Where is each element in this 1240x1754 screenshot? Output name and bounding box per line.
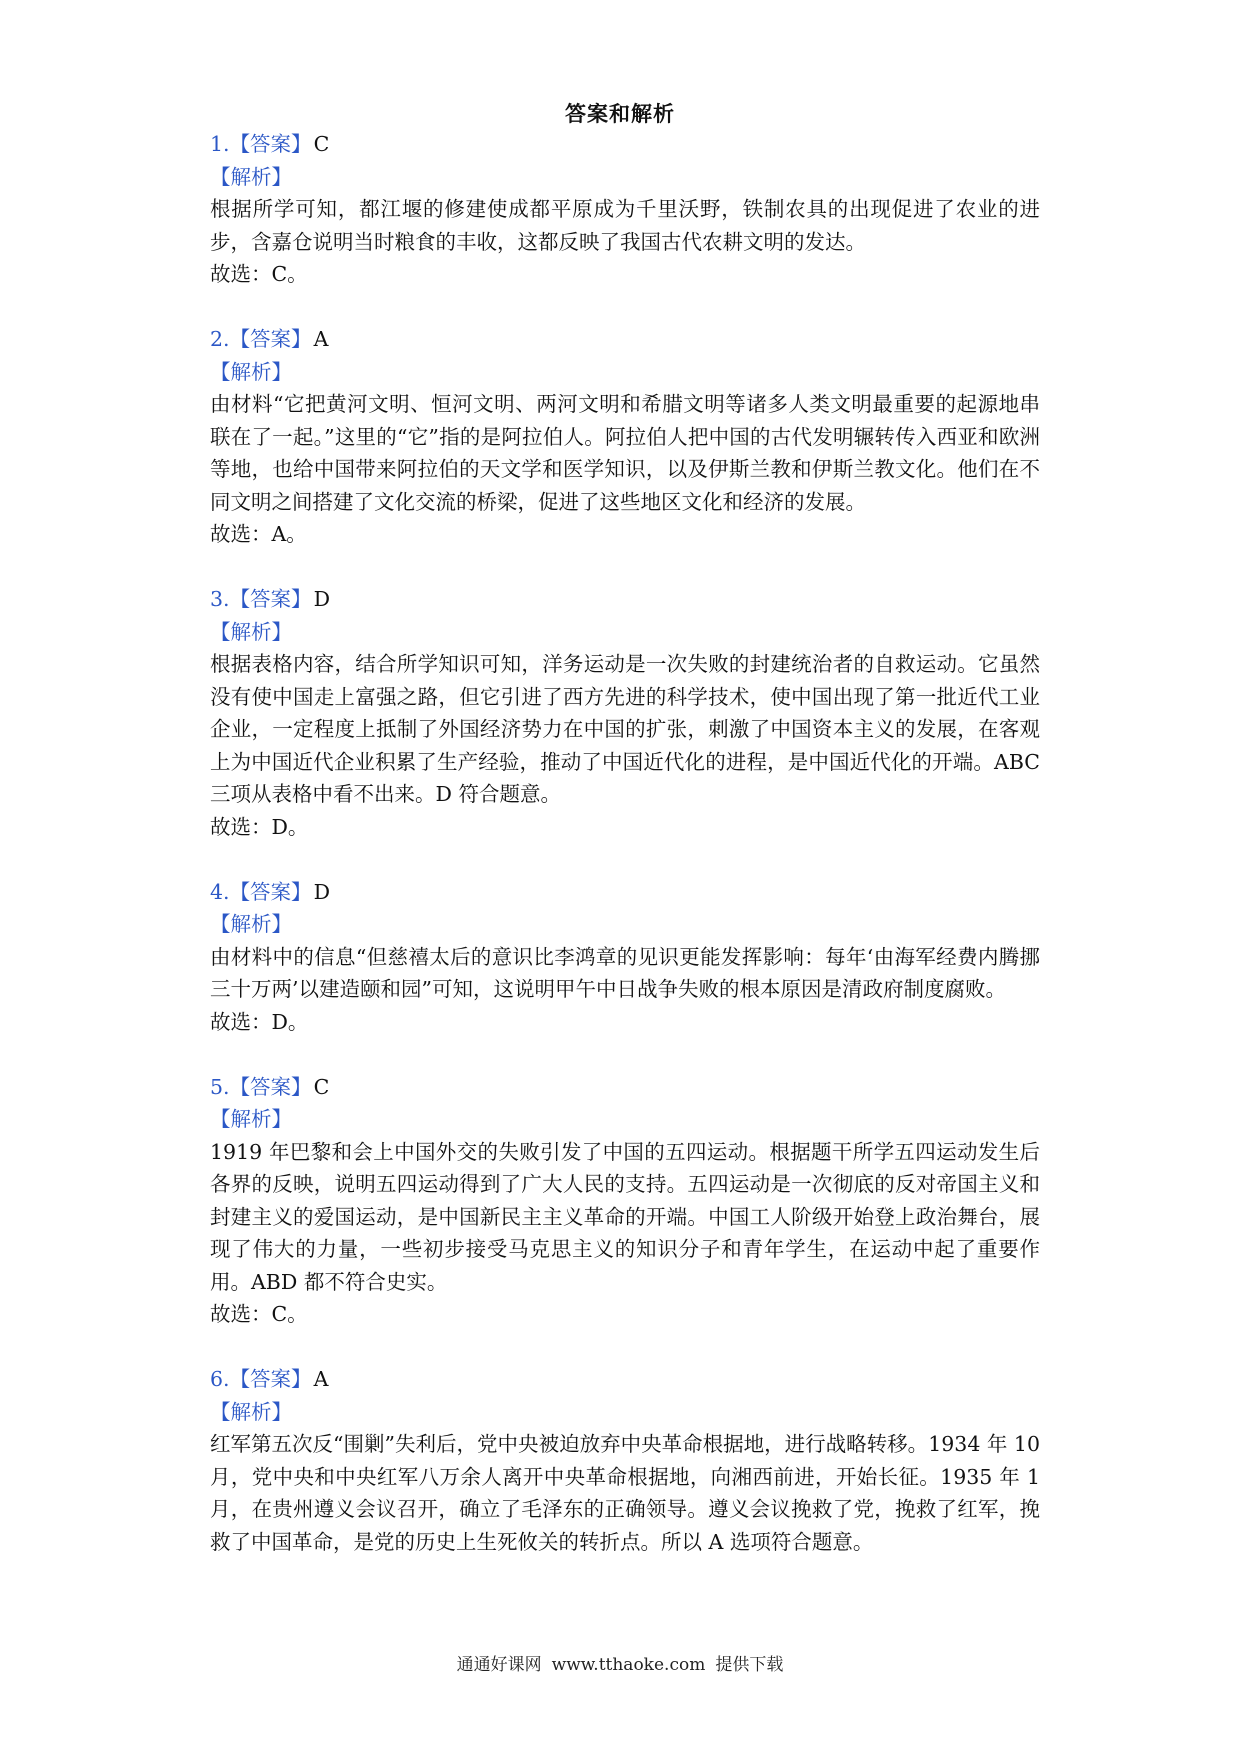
analysis-text: 由材料“它把黄河文明、恒河文明、两河文明和希腊文明等诸多人类文明最重要的起源地串联在了一起。”这里的“它”指的是阿拉伯人。阿拉伯人把中国的古代发明辗转传入西亚和欧洲等地，也给中国带来阿拉伯的天文学和医学知识，以及伊斯兰教和伊斯兰教文化。他们在不同文明之间搭建了文化交流的桥梁，促进了这些地区文化和经济的发展。 <box>210 392 1040 514</box>
answer-value: C <box>313 132 330 156</box>
footer-url-link[interactable]: www.tthaoke.com <box>551 1655 706 1675</box>
analysis-text: 根据表格内容，结合所学知识可知，洋务运动是一次失败的封建统治者的自救运动。它虽然没有使中国走上富强之路，但它引进了西方先进的科学技术，使中国出现了第一批近代工业企业，一定程度上抵制了外国经济势力在中国的扩张，刺激了中国资本主义的发展，在客观上为中国近代企业积累了生产经验，推动了中国近代化的进程，是中国近代化的开端。ABC 三项从表格中看不出来。D 符合题意。 <box>210 652 1040 806</box>
analysis-text: 由材料中的信息“但慈禧太后的意识比李鸿章的见识更能发挥影响：每年‘由海军经费内腾挪三十万两’以建造颐和园”可知，这说明甲午中日战争失败的根本原因是清政府制度腐败。 <box>210 944 1040 1001</box>
analysis-label: 【解析】 <box>210 1399 292 1424</box>
answer-line <box>210 128 1040 161</box>
analysis-label: 【解析】 <box>210 912 292 936</box>
question-number: 3. <box>210 587 230 611</box>
answer-list <box>210 128 1040 1591</box>
question-number: 4. <box>210 879 230 904</box>
answer-value: A <box>313 1367 329 1391</box>
conclusion-text: 故选：D。 <box>210 814 309 839</box>
analysis-label: 【解析】 <box>210 359 292 384</box>
document-title: 答案和解析 <box>565 101 675 126</box>
analysis-text: 1919 年巴黎和会上中国外交的失败引发了中国的五四运动。根据题干所学五四运动发生后各界的反映，说明五四运动得到了广大人民的支持。五四运动是一次彻底的反对帝国主义和封建主义的爱国运动，是中国新民主主义革命的开端。中国工人阶级开始登上政治舞台，展现了伟大的力量，一些初步接受马克思主义的知识分子和青年学生，在运动中起了重要作用。ABD 都不符合史实。 <box>210 1139 1040 1294</box>
answer-value: A <box>313 327 329 351</box>
question-number: 5. <box>210 1074 230 1099</box>
answer-label: 【答案】 <box>229 879 312 904</box>
question-number: 1. <box>210 132 230 156</box>
question-number: 2. <box>210 327 230 351</box>
answer-value: D <box>313 879 330 904</box>
page-footer <box>0 1650 1240 1675</box>
conclusion-text: 故选：D。 <box>210 1009 309 1034</box>
answer-item-6 <box>210 1363 1040 1558</box>
answer-line <box>210 1363 1040 1396</box>
answer-item-5 <box>210 1071 1040 1331</box>
answer-label: 【答案】 <box>229 1367 312 1391</box>
analysis-text: 根据所学可知，都江堰的修建使成都平原成为千里沃野，铁制农具的出现促进了农业的进步，含嘉仓说明当时粮食的丰收，这都反映了我国古代农耕文明的发达。 <box>210 197 1040 254</box>
answer-label: 【答案】 <box>229 587 312 611</box>
answer-line <box>210 876 1040 909</box>
answer-line <box>210 583 1040 616</box>
answer-label: 【答案】 <box>229 132 312 156</box>
question-number: 6. <box>210 1367 230 1391</box>
answer-line <box>210 323 1040 356</box>
conclusion-text: 故选：C。 <box>210 1302 308 1326</box>
footer-site-name: 通通好课网 <box>456 1655 542 1675</box>
answer-line <box>210 1071 1040 1104</box>
analysis-label: 【解析】 <box>210 1107 292 1131</box>
answer-item-1 <box>210 128 1040 291</box>
analysis-label: 【解析】 <box>210 619 292 644</box>
answer-item-4 <box>210 876 1040 1039</box>
conclusion-text: 故选：A。 <box>210 522 307 546</box>
answer-item-3 <box>210 583 1040 843</box>
answer-item-2 <box>210 323 1040 551</box>
answer-value: C <box>313 1074 330 1099</box>
answer-value: D <box>313 587 330 611</box>
footer-suffix: 提供下载 <box>715 1655 784 1675</box>
analysis-label: 【解析】 <box>210 164 292 189</box>
analysis-text: 红军第五次反“围剿”失利后，党中央被迫放弃中央革命根据地，进行战略转移。1934 年 10 月，党中央和中央红军八万余人离开中央革命根据地，向湘西前进，开始长征。1935 年 1 月，在贵州遵义会议召开，确立了毛泽东的正确领导。遵义会议挽救了党，挽救了红军，挽救了中国革命，是党的历史上生死攸关的转折点。所以 A 选项符合题意。 <box>210 1432 1040 1554</box>
answer-label: 【答案】 <box>229 1074 312 1099</box>
answer-label: 【答案】 <box>229 327 312 351</box>
conclusion-text: 故选：C。 <box>210 262 308 286</box>
